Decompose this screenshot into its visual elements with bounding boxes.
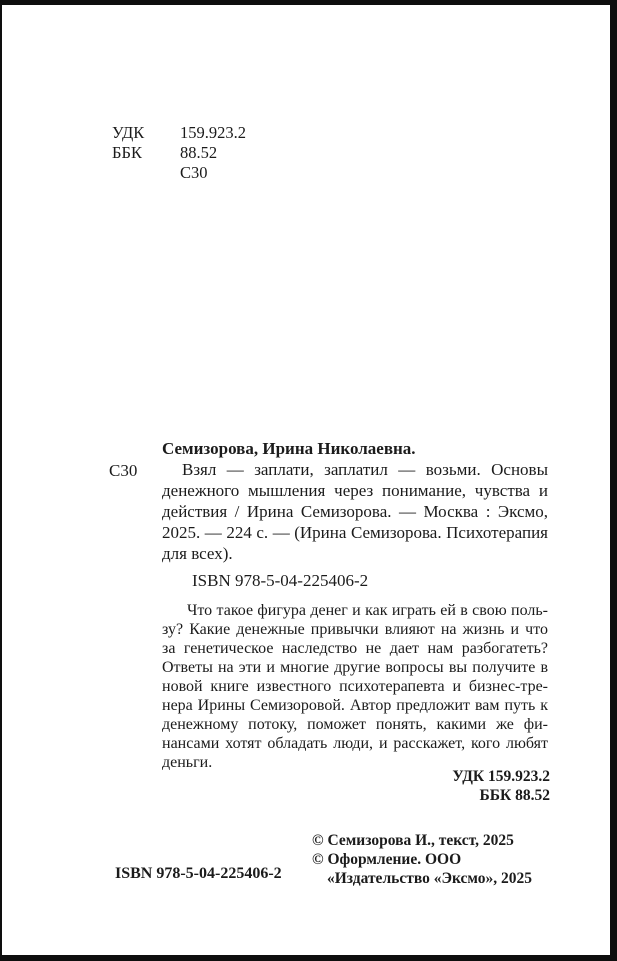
bibliographic-record: [162, 438, 548, 564]
isbn-bottom: ISBN 978-5-04-225406-2: [115, 865, 282, 882]
copyright-text-line: © Семизорова И., текст, 2025: [312, 832, 514, 849]
bbk-code-line: [112, 143, 246, 163]
author-heading: Семизорова, Ирина Николаевна.: [162, 439, 416, 458]
udk-value: 159.923.2: [180, 123, 246, 142]
bibliographic-description: Взял — заплати, заплатил — возьми. Основы денежного мышления через понимание, чувства и действия / Ирина Семизорова. — Москва : Эксмо, 2025. — 224 с. — (Ирина Семизорова. Психотерапия для всех).: [162, 460, 548, 563]
author-sign: С30: [180, 163, 208, 182]
copyright-design-line: © Оформление. ООО «Издательство «Эксмо», 2025: [312, 851, 533, 887]
copyright-block: [312, 831, 564, 888]
udk-code-line: [112, 123, 246, 143]
annotation-paragraph: Что такое фигура денег и как играть ей в свою пользу? Какие денежные привычки влияют на жизнь и что за генетическое наследство не дает нам разбогатеть? Ответы на эти и многие другие вопросы вы получите в новой книге известного психотерапевта и бизнес-тренера Ирины Семизоровой. Автор предложит вам путь к денежному потоку, поможет понять, какими же финансами хотят обладать люди, и расскажет, кого любят деньги.: [162, 602, 548, 771]
bib-author-sign: С30: [109, 461, 138, 480]
bbk-label: ББК: [112, 143, 142, 162]
bottom-classification-block: [162, 767, 550, 805]
top-classification-block: [112, 123, 246, 183]
isbn-line: ISBN 978-5-04-225406-2: [192, 571, 369, 590]
bottom-bbk: ББК 88.52: [479, 787, 550, 804]
bottom-udk: УДК 159.923.2: [452, 768, 550, 785]
bbk-value: 88.52: [180, 143, 218, 162]
udk-label: УДК: [112, 123, 145, 142]
